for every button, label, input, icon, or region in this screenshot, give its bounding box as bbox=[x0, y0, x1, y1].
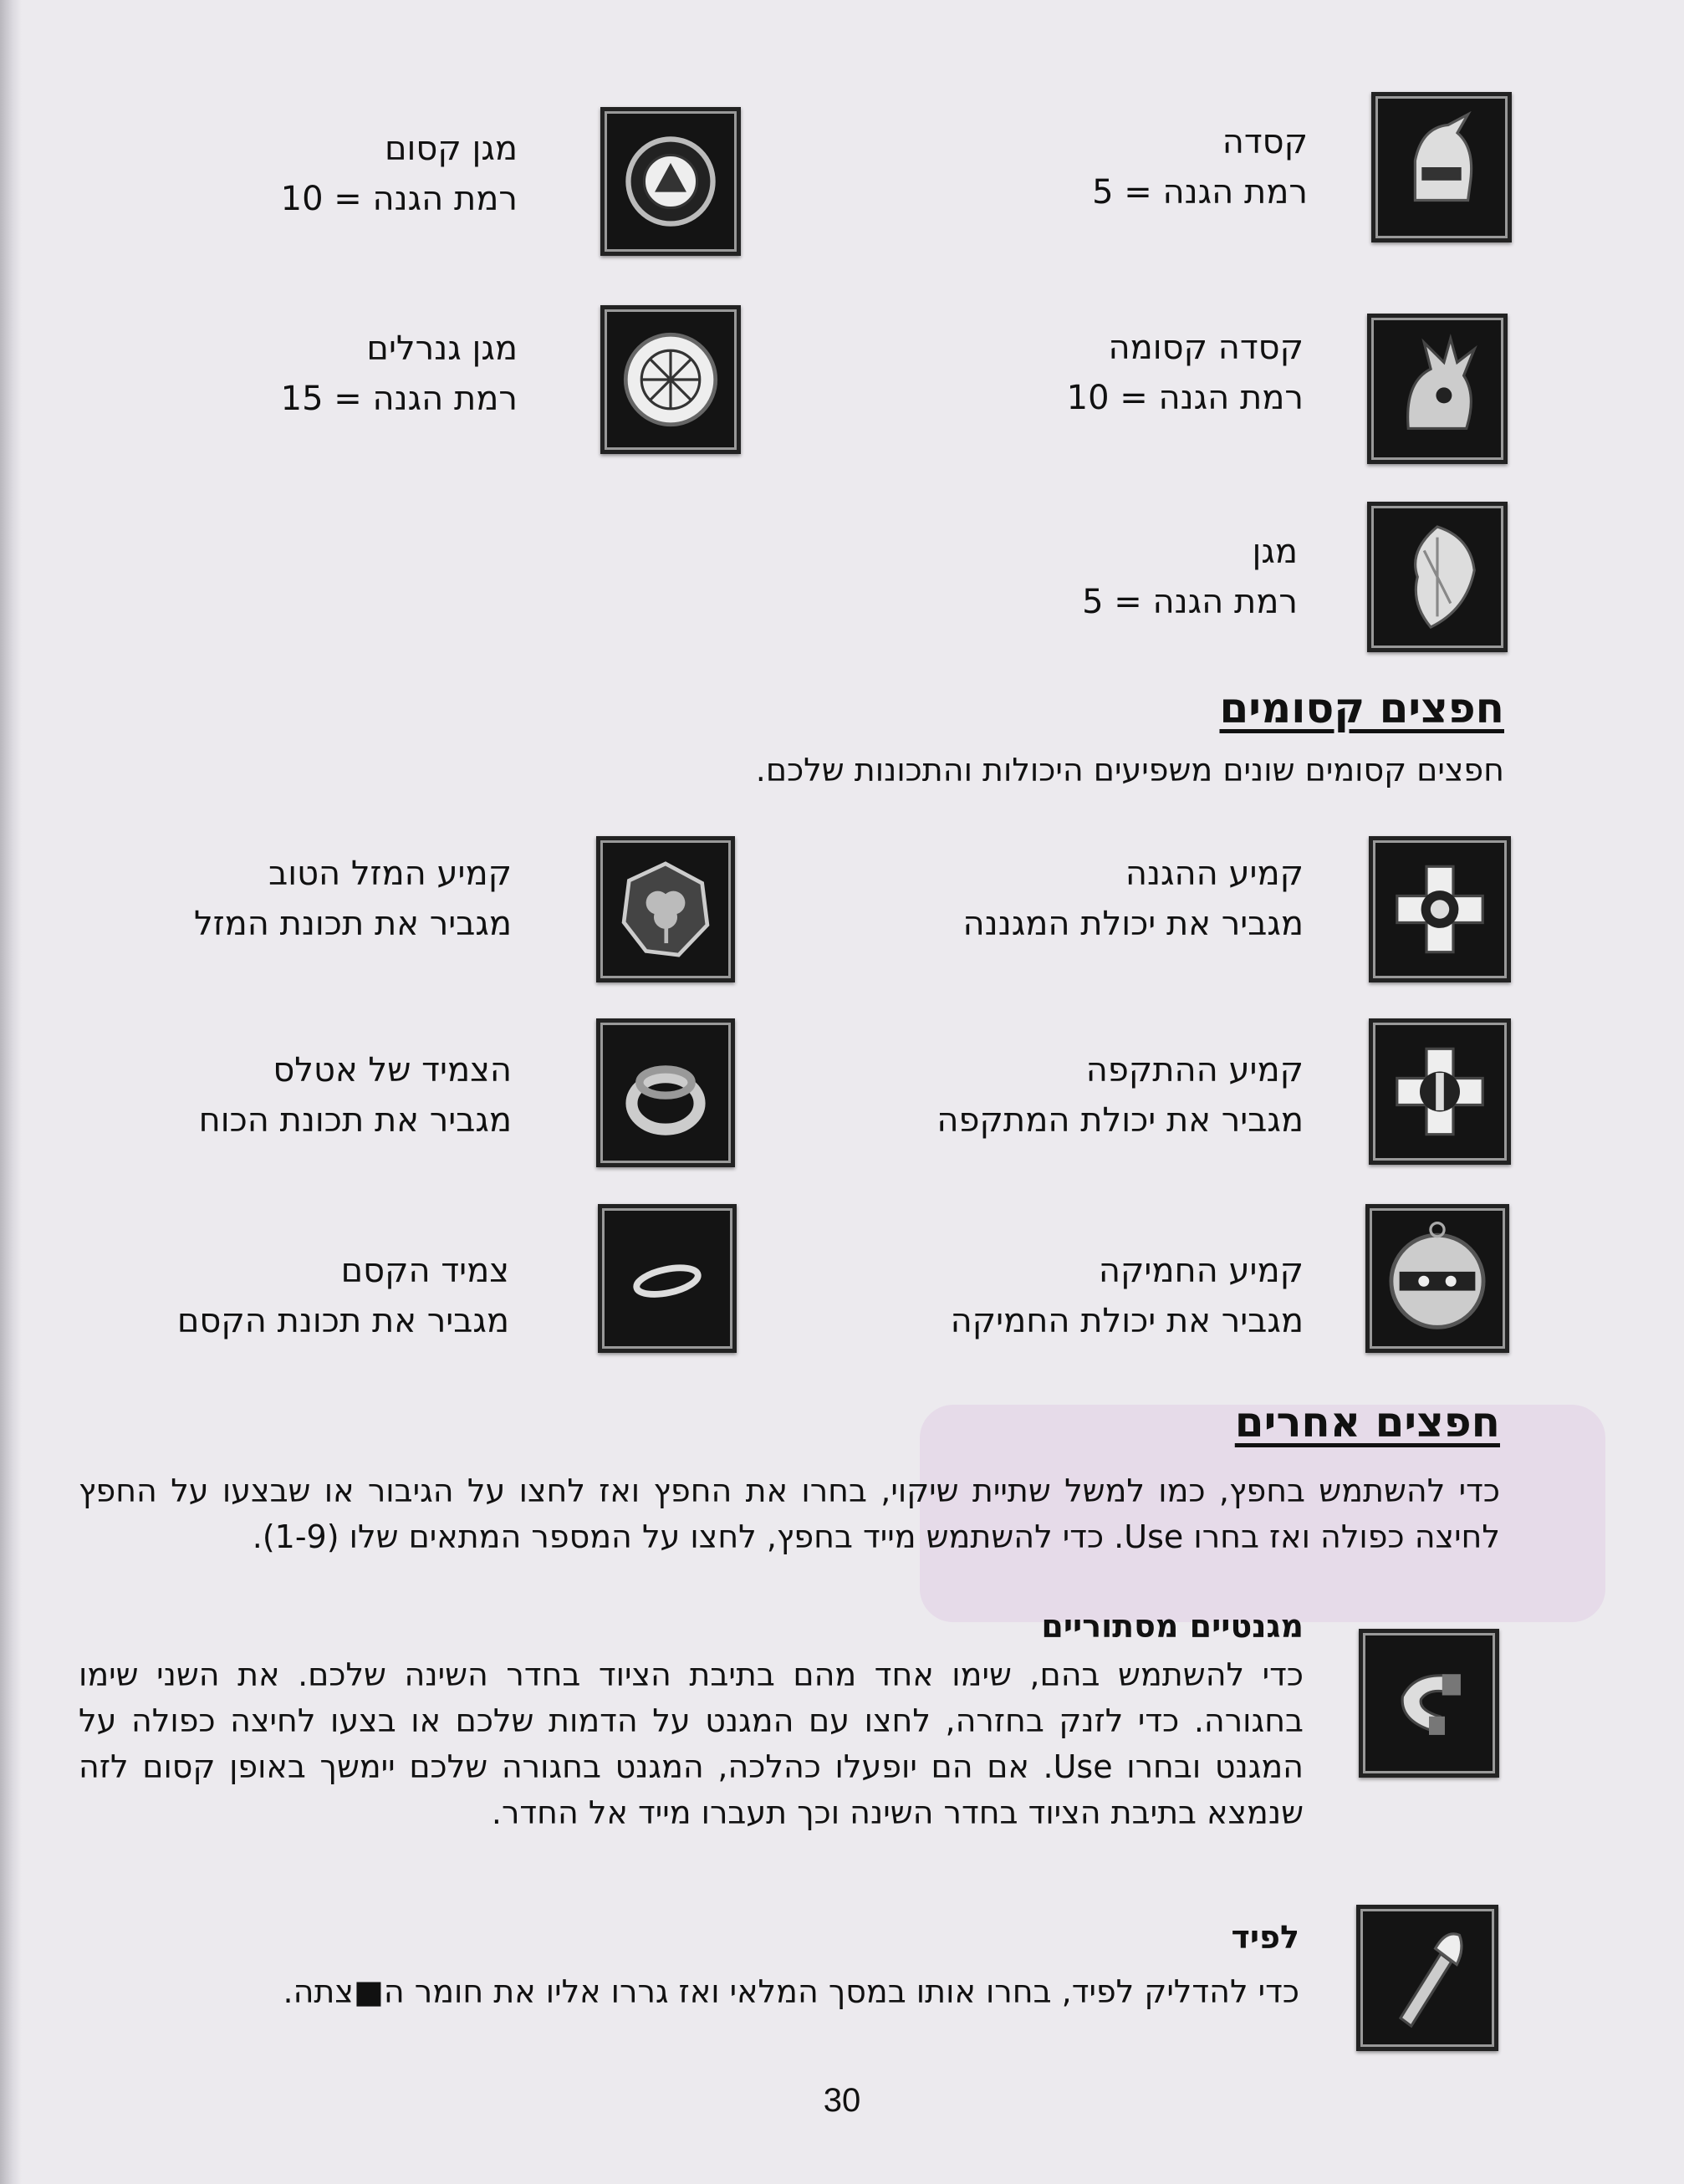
magic-item-luck-amulet bbox=[194, 849, 512, 949]
defense-amulet-icon bbox=[1369, 836, 1511, 982]
magic-item-atlas-bracelet bbox=[199, 1045, 512, 1146]
torch-icon bbox=[1356, 1905, 1498, 2051]
magic-item-magic-bracelet bbox=[177, 1246, 509, 1346]
item-desc: מגביר את יכולת המתקפה bbox=[936, 1101, 1304, 1140]
page-number: 30 bbox=[823, 2082, 861, 2119]
item-desc: רמת הגנה = 5 bbox=[1092, 173, 1308, 212]
page-edge bbox=[0, 0, 22, 2184]
item-name: מגן קסום bbox=[384, 130, 518, 168]
magnet-icon bbox=[1359, 1629, 1499, 1778]
item-desc: רמת הגנה = 10 bbox=[280, 180, 518, 218]
item-desc: רמת הגנה = 10 bbox=[1066, 379, 1304, 417]
attack-amulet-icon bbox=[1369, 1018, 1511, 1165]
magnets-text: כדי להשתמש בהם, שימו אחד מהם בתיבת הציוד בחדר השינה שלכם. את השני שימו בחגורה. כדי לזנק בחזרה, לחצו עם המגנט על הדמות שלכם או בצעו לחיצה כפולה על המגנט ובחרו Use. אם הם יופעלו כהלכה, המגנט בחגורה שלכם יימשך באופן קסום לזה שנמצא בתיבת הציוד בחדר השינה וכך תעברו מייד אל החדר. bbox=[79, 1656, 1304, 1831]
item-name: קסדה bbox=[1222, 123, 1308, 161]
armor-item-helmet bbox=[1092, 117, 1308, 217]
torch-text: כדי להדליק לפיד, בחרו אותו במסך המלאי ואז גררו אליו את חומר ה■צתה. bbox=[283, 1973, 1299, 2010]
magic-item-attack-amulet bbox=[936, 1045, 1304, 1146]
other-items-heading: חפצים אחרים bbox=[1234, 1398, 1500, 1447]
item-name: קסדה קסומה bbox=[1108, 329, 1304, 367]
magnets-title: מגנטיים מסתוריים bbox=[1041, 1608, 1304, 1645]
item-name: צמיד הקסם bbox=[340, 1252, 509, 1290]
luck-amulet-icon bbox=[596, 836, 735, 982]
magic-item-evasion-amulet bbox=[951, 1246, 1304, 1346]
magic-helmet-icon bbox=[1367, 314, 1508, 464]
item-name: הצמיד של אטלס bbox=[273, 1051, 512, 1089]
armor-item-magic-shield bbox=[281, 124, 518, 224]
magic-item-defense-amulet bbox=[963, 849, 1304, 949]
magic-shield-icon bbox=[600, 107, 741, 256]
item-desc: מגביר את תכונת הכוח bbox=[198, 1101, 512, 1140]
item-name: קמיע החמיקה bbox=[1098, 1252, 1304, 1290]
item-name: קמיע המזל הטוב bbox=[268, 855, 512, 893]
item-desc: מגביר את תכונת המזל bbox=[194, 905, 512, 943]
evasion-amulet-icon bbox=[1365, 1204, 1509, 1353]
atlas-bracelet-icon bbox=[596, 1018, 735, 1167]
item-name: מגן גנרלים bbox=[366, 329, 518, 368]
item-name: קמיע ההגנה bbox=[1125, 855, 1304, 893]
armor-item-shield bbox=[1082, 527, 1298, 627]
item-desc: מגביר את יכולת החמיקה bbox=[950, 1302, 1304, 1340]
magic-items-heading: חפצים קסומים bbox=[1219, 684, 1504, 732]
item-desc: רמת הגנה = 5 bbox=[1082, 583, 1298, 621]
item-desc: מגביר את יכולת המגננה bbox=[962, 905, 1304, 943]
other-items-intro: כדי להשתמש בחפץ, כמו למשל שתיית שיקוי, בחרו את החפץ ואז לחצו על הגיבור או שבצעו על החפץ לחיצה כפולה ואז בחרו Use. כדי להשתמש מייד בחפץ, לחצו על המספר המתאים שלו (1-9). bbox=[79, 1472, 1500, 1555]
item-desc: רמת הגנה = 15 bbox=[280, 380, 518, 418]
magic-bracelet-icon bbox=[598, 1204, 737, 1353]
item-name: קמיע ההתקפה bbox=[1085, 1051, 1304, 1089]
armor-item-magic-helmet bbox=[1067, 323, 1304, 423]
item-name: מגן bbox=[1252, 533, 1298, 571]
torch-title: לפיד bbox=[1231, 1919, 1299, 1956]
armor-item-generals-shield bbox=[281, 324, 518, 424]
helmet-icon bbox=[1371, 92, 1512, 242]
generals-shield-icon bbox=[600, 305, 741, 454]
item-desc: מגביר את תכונת הקסם bbox=[176, 1302, 509, 1340]
shield-icon bbox=[1367, 502, 1508, 652]
magic-items-intro: חפצים קסומים שונים משפיעים היכולות והתכונות שלכם. bbox=[755, 752, 1504, 788]
